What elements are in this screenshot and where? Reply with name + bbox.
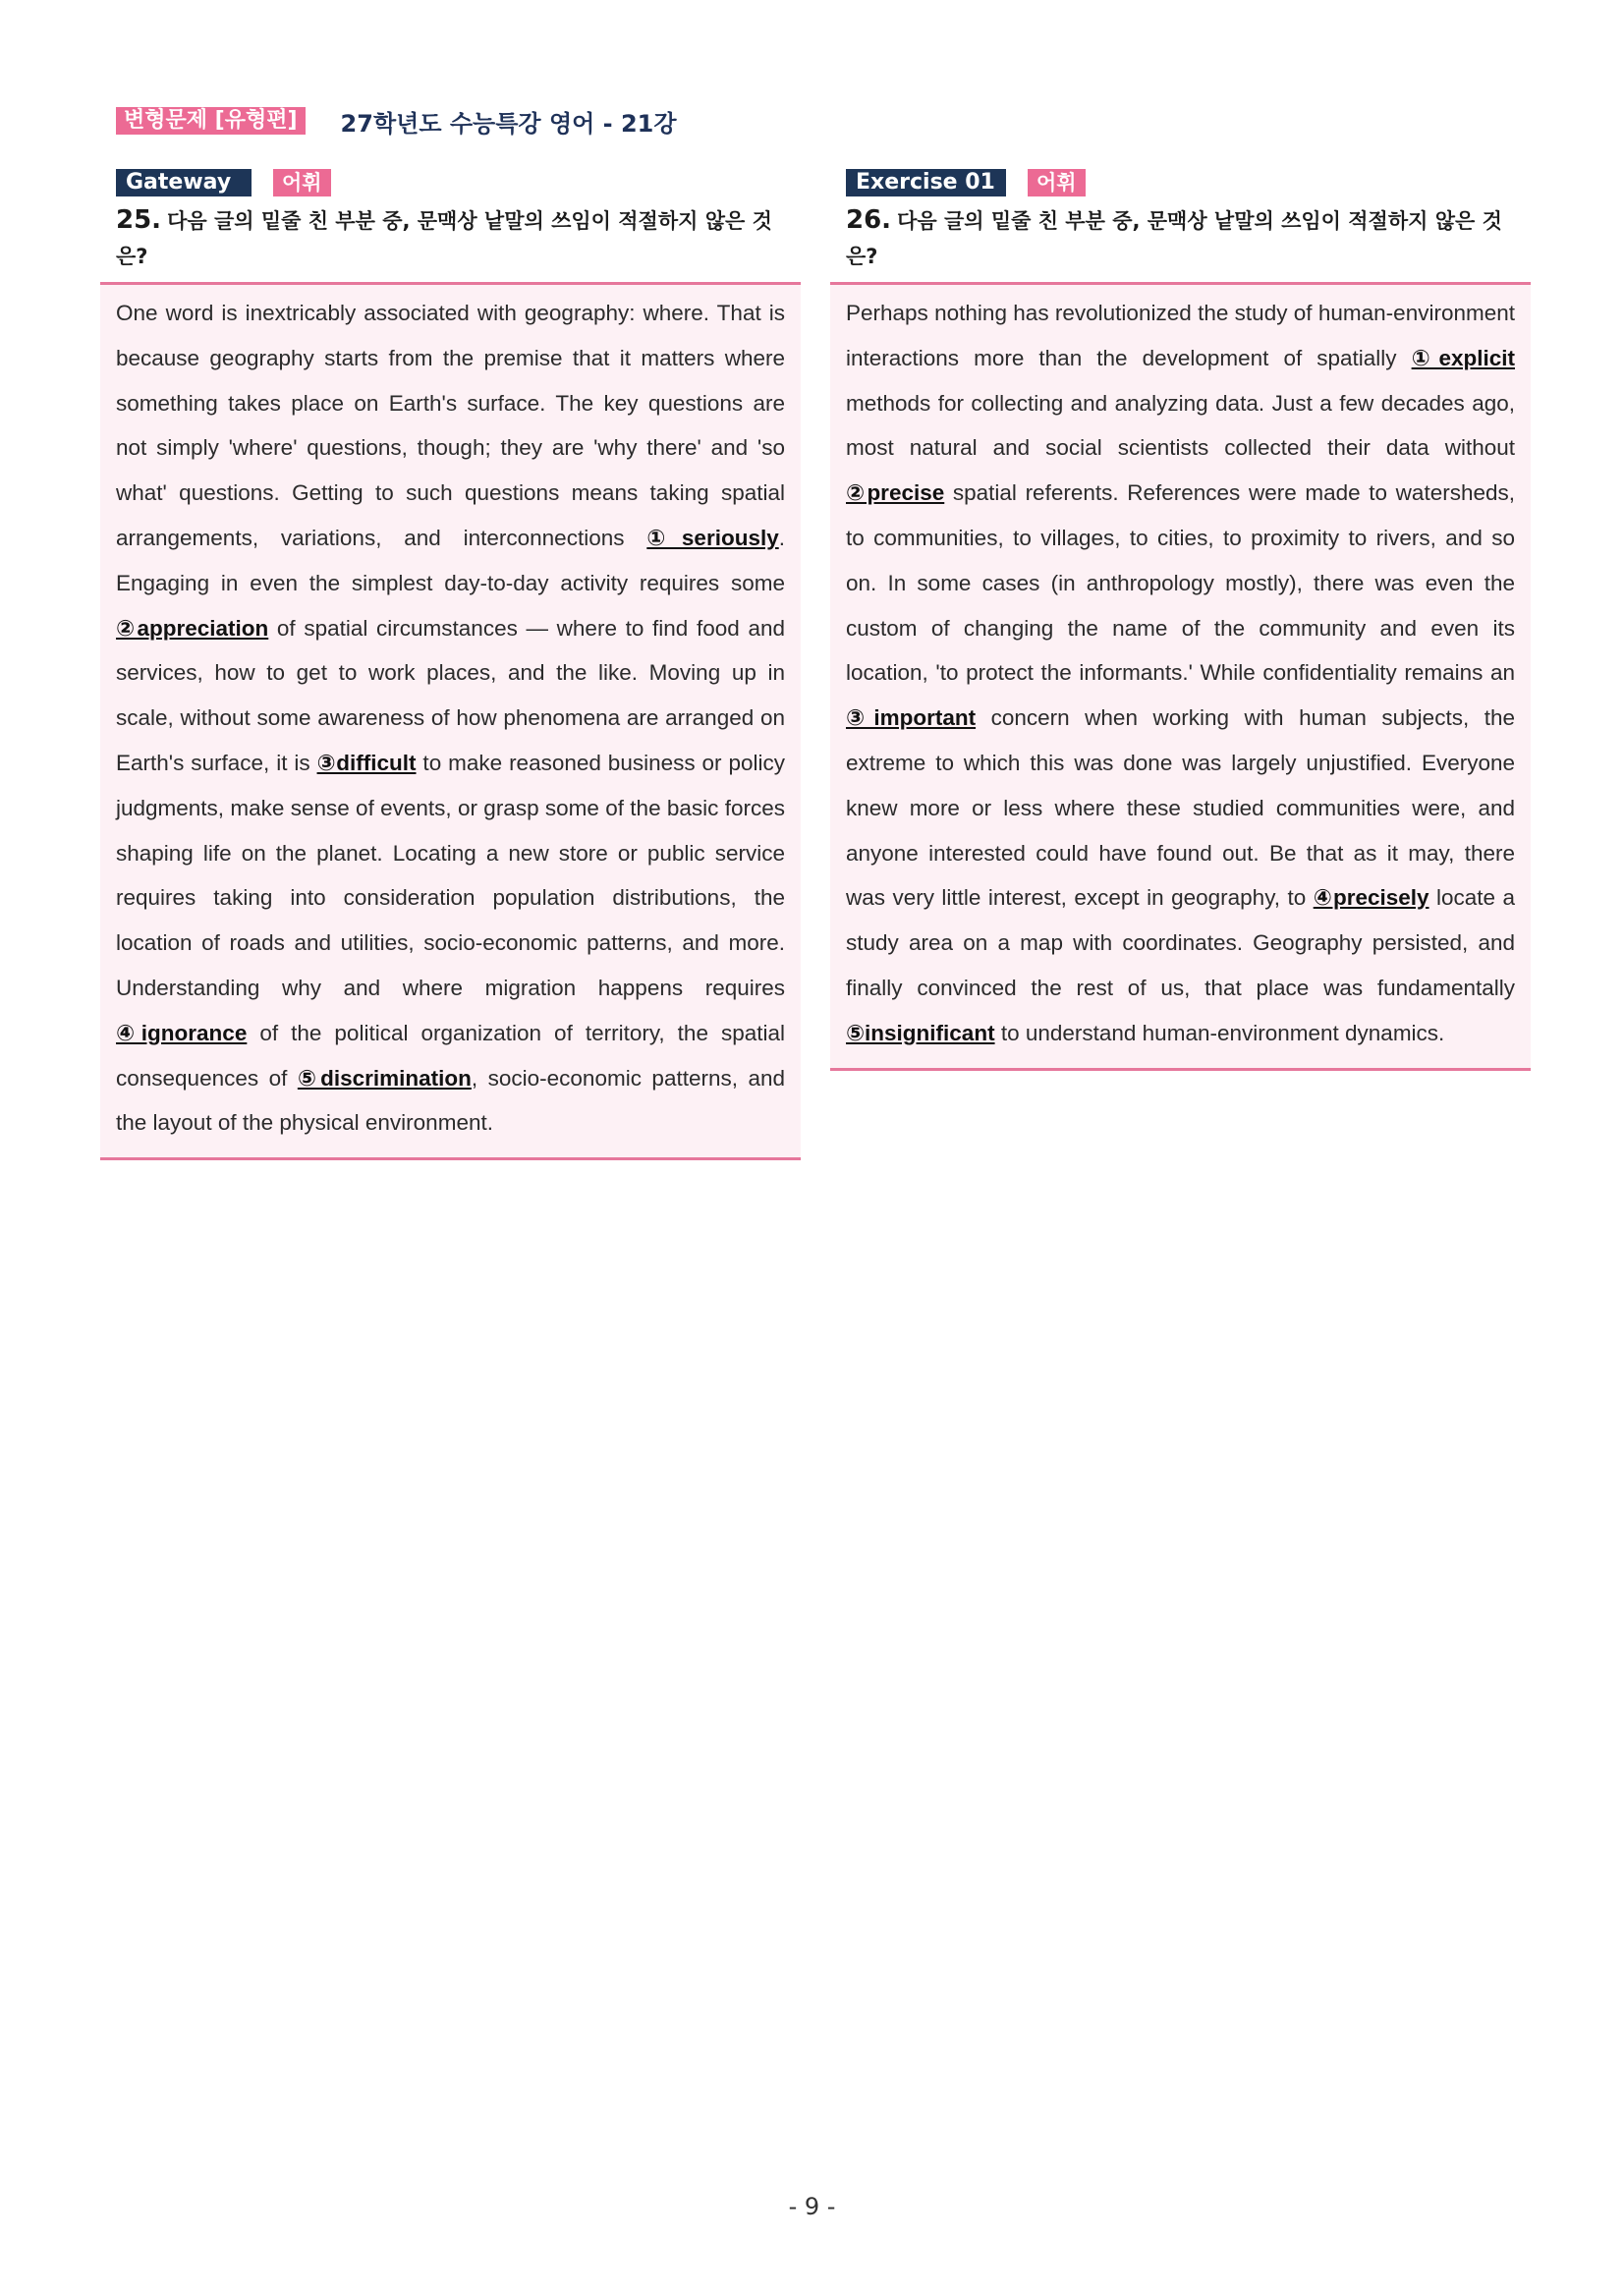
right-question-column — [830, 169, 1531, 1071]
left-passage-panel — [100, 282, 801, 1160]
passage-text: methods for collecting and analyzing data. Just a few decades ago, most natural and social scientists collected their data without — [846, 390, 1515, 461]
underlined-choice-4: ④precisely — [1313, 885, 1429, 911]
right-type-badge: 어휘 — [1028, 169, 1086, 196]
left-type-badge: 어휘 — [273, 169, 331, 196]
underlined-choice-5: ⑤discrimination — [297, 1065, 472, 1091]
passage-text: to understand human-environment dynamics. — [994, 1020, 1445, 1045]
exercise-badge: Exercise 01 — [846, 169, 1006, 196]
underlined-choice-3: ③important — [846, 705, 977, 731]
left-question-number: 25. — [116, 205, 162, 235]
passage-text: to make reasoned business or policy judgments, make sense of events, or grasp some of the basic forces shaping life on the planet. Locating a new store or public service requires taking into consideration population distributions, the location of roads and utilities, socio-economic patterns, and more. Understanding why and where migration happens requires — [116, 750, 785, 1000]
page-number: - 9 - — [788, 2193, 836, 2220]
left-question-column — [100, 169, 801, 1160]
header-title: 27학년도 수능특강 영어 - 21강 — [340, 109, 677, 138]
underlined-choice-4: ④ignorance — [116, 1020, 248, 1045]
underlined-choice-1: ①seriously — [646, 525, 779, 550]
passage-text: concern when working with human subjects, the extreme to which this was done was largely unjustified. Everyone knew more or less where these studied communities were, and anyone interested could have found out. Be that as it may, there was very little interest, except in geography, to — [846, 705, 1515, 911]
passage-text: locate a study area on a map with coordinates. Geography persisted, and finally convinced the rest of us, that place was fundamentally — [846, 885, 1515, 1000]
right-question-number: 26. — [846, 205, 892, 235]
right-passage-panel — [830, 282, 1531, 1071]
underlined-choice-2: ②precise — [846, 480, 945, 506]
underlined-choice-2: ②appreciation — [116, 615, 269, 641]
passage-text: Perhaps nothing has revolutionized the study of human-environment interactions more than the development of spatially — [846, 301, 1515, 370]
right-tag-row — [830, 169, 1531, 196]
page-header — [116, 104, 677, 138]
gateway-badge: Gateway — [116, 169, 252, 196]
passage-text: spatial referents. References were made to watersheds, to communities, to villages, to cities, to proximity to rivers, and so on. In some cases (in anthropology mostly), there was even the custom of changing the name of the community and even its location, 'to protect the informants.' While confidentiality remains an — [846, 480, 1515, 686]
left-passage — [116, 291, 785, 1146]
passage-text: of spatial circumstances — where to find food and services, how to get to work places, and the like. Moving up in scale, without some awareness of how phenomena are arranged on Earth's surface, it is — [116, 615, 785, 775]
header-badge: 변형문제 [유형편] — [116, 107, 306, 135]
left-question — [100, 202, 801, 274]
passage-text: One word is inextricably associated with geography: where. That is because geography starts from the premise that it matters where something takes place on Earth's surface. The key questions are not simply 'where' questions, though; they are 'why there' and 'so what' questions. Getting to such questions means taking spatial arrangements, variations, and interconnections — [116, 301, 785, 550]
underlined-choice-5: ⑤insignificant — [846, 1020, 995, 1045]
left-question-text: 다음 글의 밑줄 친 부분 중, 문맥상 낱말의 쓰임이 적절하지 않은 것은? — [116, 209, 772, 268]
passage-text: , socio-economic patterns, and the layout of the physical environment. — [116, 1065, 786, 1136]
passage-text: . Engaging in even the simplest day-to-day activity requires some — [116, 525, 785, 595]
right-question — [830, 202, 1531, 274]
underlined-choice-1: ①explicit — [1411, 345, 1515, 370]
left-tag-row — [100, 169, 801, 196]
right-question-text: 다음 글의 밑줄 친 부분 중, 문맥상 낱말의 쓰임이 적절하지 않은 것은? — [846, 209, 1502, 268]
underlined-choice-3: ③difficult — [316, 750, 417, 775]
right-passage — [846, 291, 1515, 1056]
passage-text: of the political organization of territory, the spatial consequences of — [116, 1020, 786, 1091]
